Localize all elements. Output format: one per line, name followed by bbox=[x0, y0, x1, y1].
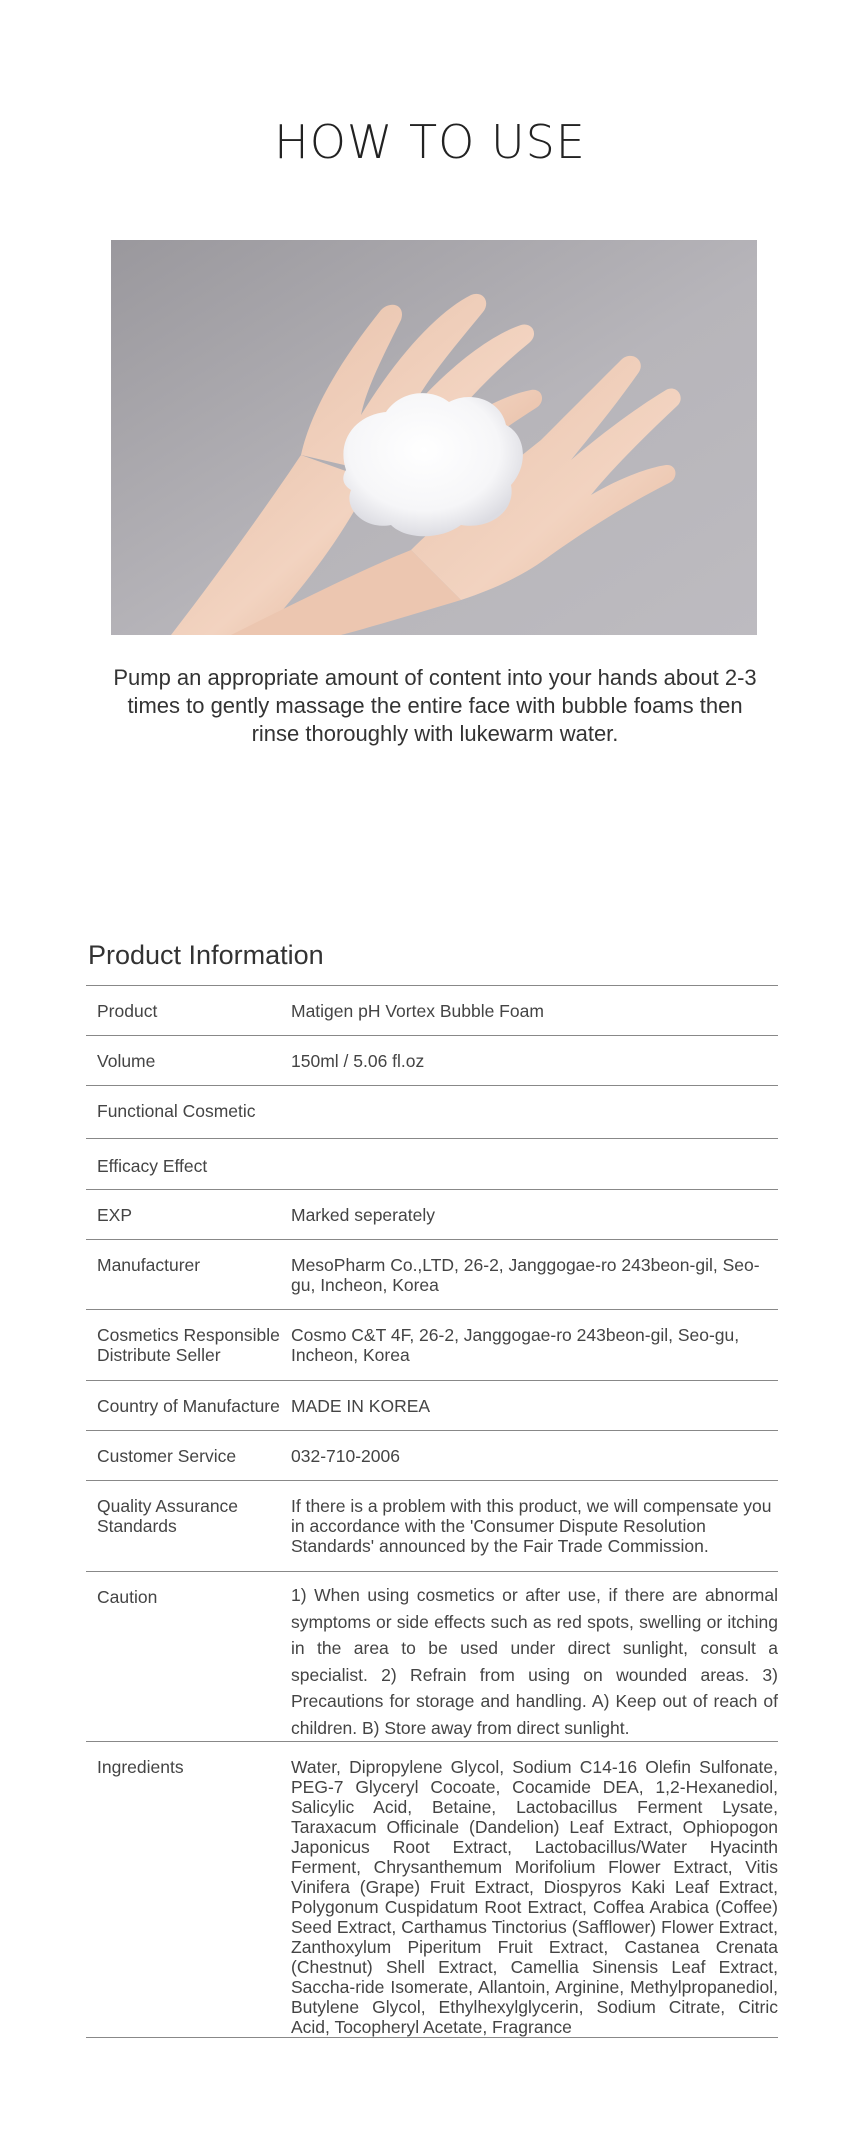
row-label-exp: EXP bbox=[97, 1205, 133, 1225]
row-value-quality-assurance: If there is a problem with this product, we will compensate you in accordance with the 'Consumer Dispute Resolution Standards' announced by the Fair Trade Commission. bbox=[291, 1496, 772, 1556]
product-information-heading: Product Information bbox=[88, 940, 324, 970]
usage-description: Pump an appropriate amount of content into your hands about 2-3 times to gently massage the entire face with bubble foams then rinse thoroughly with lukewarm water. bbox=[113, 665, 757, 746]
row-value-exp: Marked seperately bbox=[291, 1205, 435, 1225]
row-label-quality-assurance: Quality Assurance Standards bbox=[97, 1496, 239, 1536]
row-value-efficacy-effect bbox=[291, 1139, 778, 1190]
how-to-use-title: HOW TO USE bbox=[274, 115, 586, 169]
row-label-efficacy-effect: Efficacy Effect bbox=[97, 1156, 208, 1176]
row-value-volume: 150ml / 5.06 fl.oz bbox=[291, 1051, 425, 1071]
row-value-country-of-manufacture: MADE IN KOREA bbox=[291, 1396, 431, 1416]
table-row bbox=[86, 1240, 778, 1310]
table-row bbox=[86, 1481, 778, 1572]
row-label-product: Product bbox=[97, 1001, 158, 1021]
table-row bbox=[86, 1381, 778, 1431]
table-row bbox=[86, 1310, 778, 1381]
row-value-functional-cosmetic bbox=[291, 1086, 778, 1139]
table-row bbox=[86, 1139, 778, 1190]
row-value-caution: 1) When using cosmetics or after use, if there are abnormal symptoms or side effects such as red spots, swelling or itching in the area to be used under direct sunlight, consult a specialist. 2) Refrain from using on wounded areas. 3) Precautions for storage and handling. A) Keep out of reach of children. B) Store away from direct sunlight. bbox=[291, 1585, 778, 1738]
row-label-ingredients: Ingredients bbox=[97, 1757, 184, 1777]
row-label-customer-service: Customer Service bbox=[97, 1446, 237, 1466]
product-information-table bbox=[86, 985, 778, 2038]
hands-holding-foam-photo-icon bbox=[111, 240, 757, 635]
table-row bbox=[86, 1036, 778, 1086]
row-label-country-of-manufacture: Country of Manufacture bbox=[97, 1396, 280, 1416]
table-row bbox=[86, 1742, 778, 2038]
hands-foam-photo bbox=[111, 240, 757, 635]
row-value-customer-service: 032-710-2006 bbox=[291, 1446, 400, 1466]
table-row bbox=[86, 1190, 778, 1240]
row-label-manufacturer: Manufacturer bbox=[97, 1255, 201, 1275]
row-value-ingredients: Water, Dipropylene Glycol, Sodium C14-16 Olefin Sulfonate, PEG-7 Glyceryl Cocoate, Cocamide DEA, 1,2-Hexanediol, Salicylic Acid, Betaine, Lactobacillus Ferment Lysate, Taraxacum Officinale (Dandelion) Leaf Extract, Ophiopogon Japonicus Root Extract, Lactobacillus/Water Hyacinth Ferment, Chrysanthemum Morifolium Flower Extract, Vitis Vinifera (Grape) Fruit Extract, Diospyros Kaki Leaf Extract, Polygonum Cuspidatum Root Extract, Coffea Arabica (Coffee) Seed Extract, Carthamus Tinctorius (Safflower) Flower Extract, Zanthoxylum Piperitum Fruit Extract, Castanea Crenata (Chestnut) Shell Extract, Camellia Sinensis Leaf Extract, Saccha-ride Isomerate, Allantoin, Arginine, Methylpropanediol, Butylene Glycol, Ethylhexylglycerin, Sodium Citrate, Citric Acid, Tocopheryl Acetate, Fragrance bbox=[291, 1757, 778, 2037]
row-value-manufacturer: MesoPharm Co.,LTD, 26-2, Janggogae-ro 243beon-gil, Seo-gu, Incheon, Korea bbox=[291, 1255, 760, 1295]
row-label-volume: Volume bbox=[97, 1051, 156, 1071]
row-value-product: Matigen pH Vortex Bubble Foam bbox=[291, 1001, 544, 1021]
table-row bbox=[86, 1086, 778, 1139]
table-row bbox=[86, 986, 778, 1036]
row-value-distribute-seller: Cosmo C&T 4F, 26-2, Janggogae-ro 243beon-gil, Seo-gu, Incheon, Korea bbox=[291, 1325, 740, 1365]
row-label-distribute-seller: Cosmetics Responsible Distribute Seller bbox=[97, 1325, 280, 1365]
row-label-functional-cosmetic: Functional Cosmetic bbox=[97, 1101, 256, 1121]
table-row bbox=[86, 1431, 778, 1481]
row-label-caution: Caution bbox=[97, 1587, 158, 1607]
table-row bbox=[86, 1572, 778, 1742]
